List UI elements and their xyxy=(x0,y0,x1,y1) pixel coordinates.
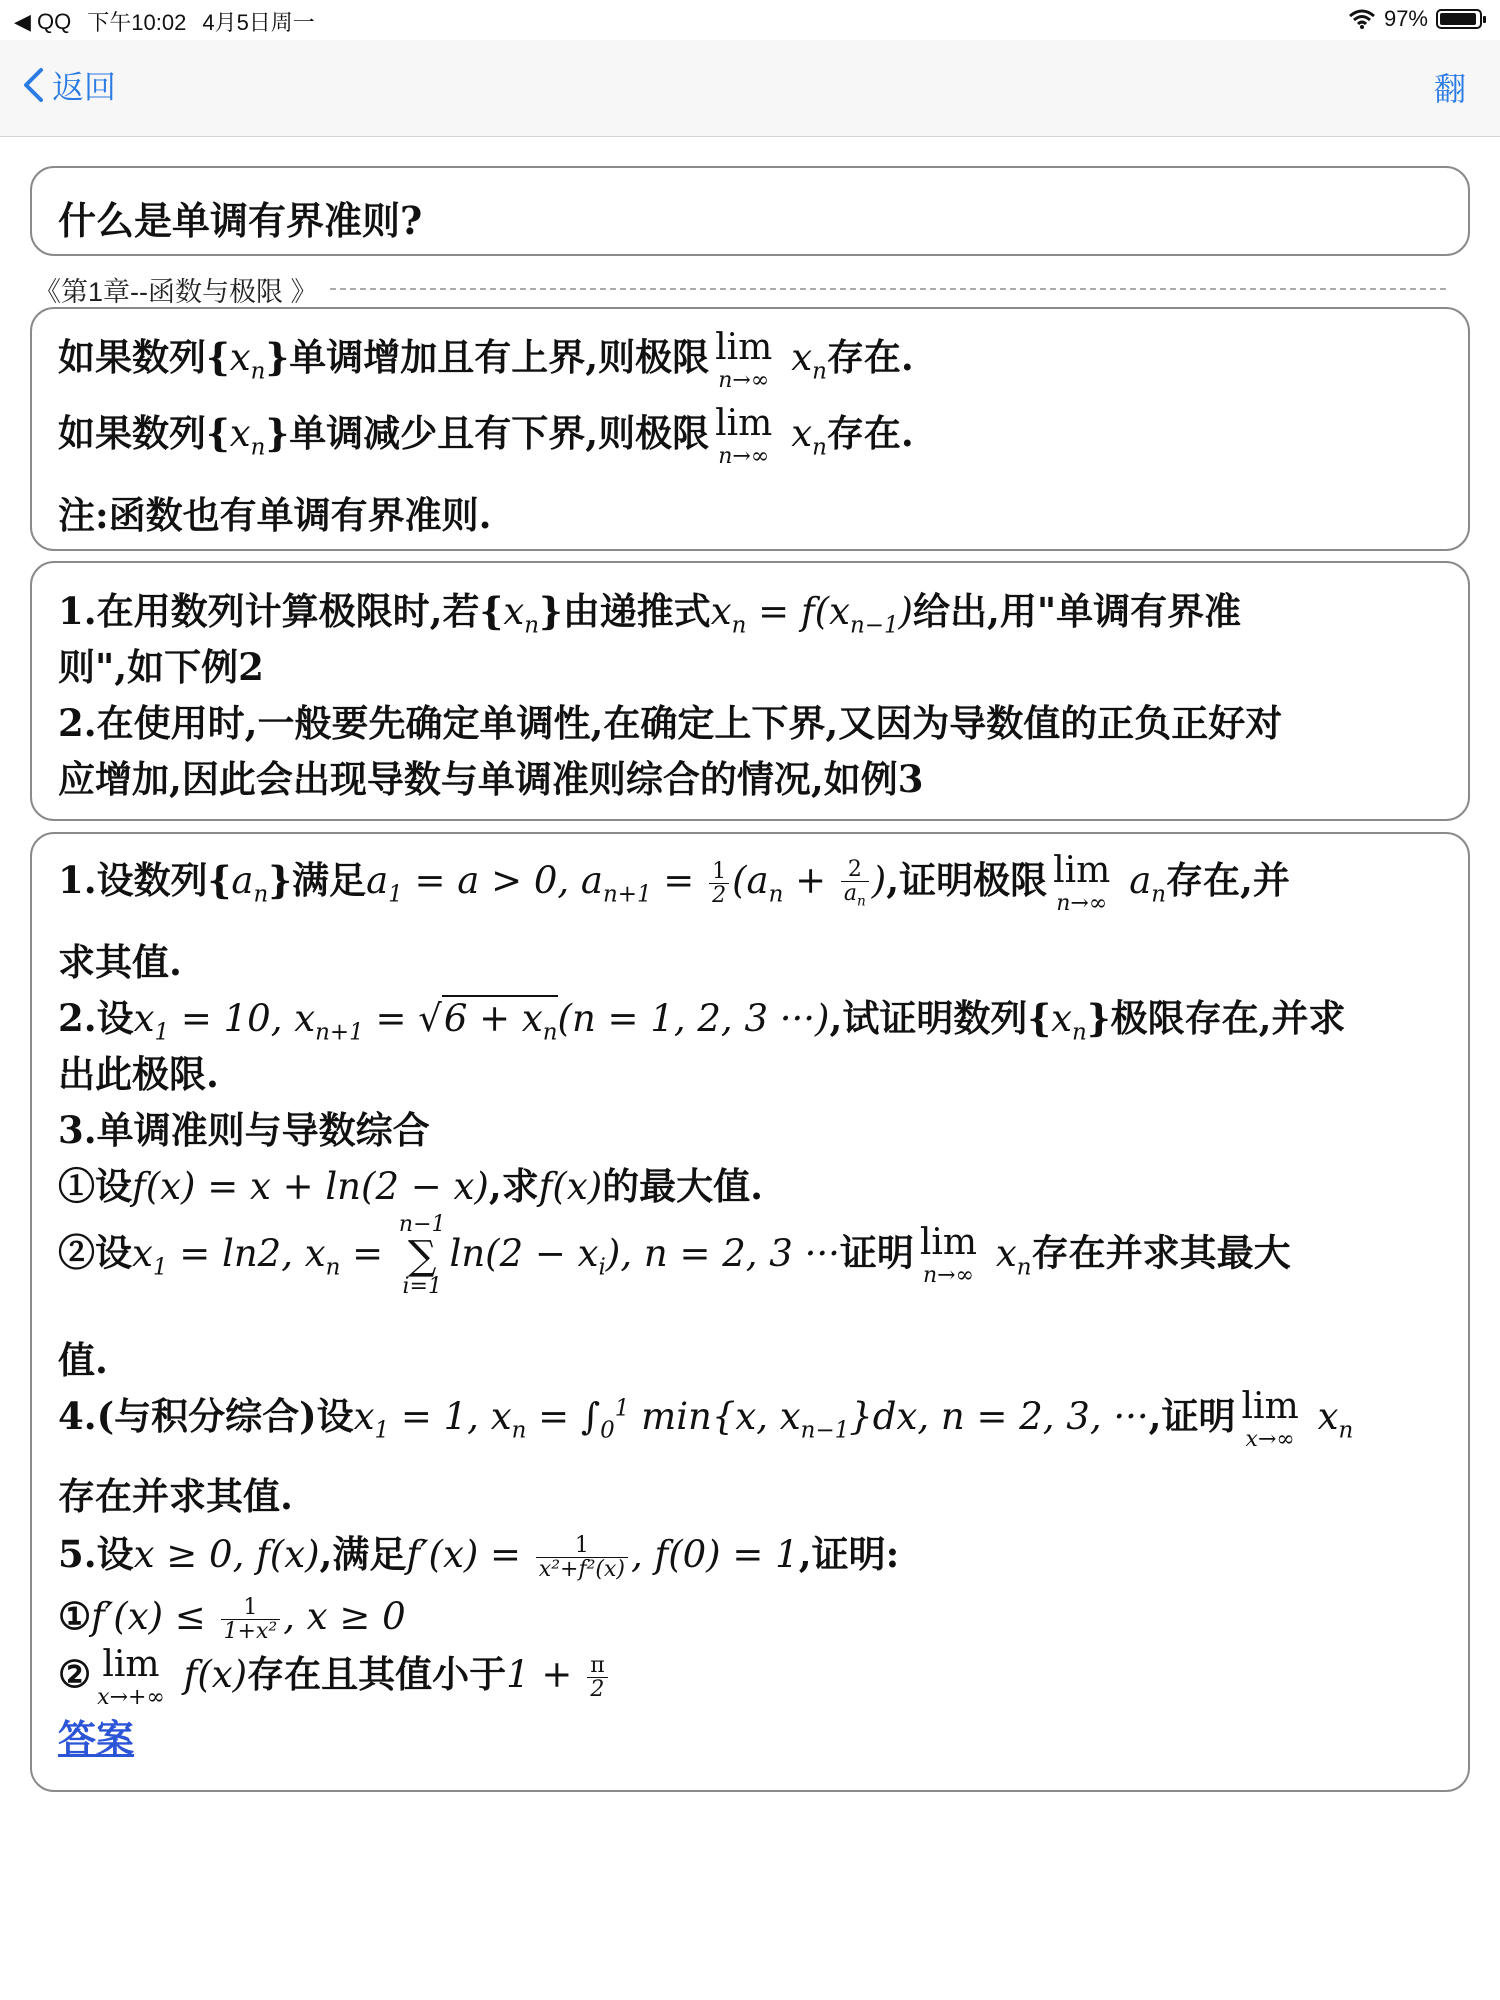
example-4-line-1: 4.(与积分综合)设$x_1 = 1$, $x_n = \int_0^1$ min{x, $x_{n-1}\}dx$, n = 2, 3, ···,证明 lim x→∞ $x_n$ xyxy=(58,1385,1354,1452)
lim-symbol: lim x→+∞ xyxy=(97,1643,165,1710)
wifi-icon xyxy=(1348,8,1376,30)
answer-note: 注:函数也有单调有界准则. xyxy=(58,493,492,537)
lim-symbol: lim x→∞ xyxy=(1241,1385,1299,1452)
lim-symbol: lim n→∞ xyxy=(1053,849,1111,916)
example-3-part-2-cont: 值. xyxy=(58,1338,108,1382)
answer-line-1: 如果数列$\{x_n\}$单调增加且有上界,则极限 lim n→∞ $x_n$存在. xyxy=(58,326,914,393)
example-2-line-2: 出此极限. xyxy=(58,1052,219,1096)
answer-link[interactable]: 答案 xyxy=(58,1716,135,1761)
lim-symbol: lim n→∞ xyxy=(715,402,773,469)
example-5-part-2: ② lim x→+∞ f(x)存在且其值小于1 + $\frac{\pi}{2}$ xyxy=(58,1644,611,1709)
chapter-text: 《第1章--函数与极限 》 xyxy=(34,276,318,307)
tips-card[interactable] xyxy=(30,561,1470,821)
chapter-divider xyxy=(330,288,1447,290)
question-title: 什么是单调有界准则? xyxy=(58,198,423,243)
example-1-line-1: 1.设数列$\{a_n\}$满足$a_1 = a > 0$, $a_{n+1}$ = $\frac{1}{2}$ ($a_n$ + $\frac{2}{a_n}$ ),证明极限 lim n→∞ $a_n$存在,并 xyxy=(58,849,1290,916)
chevron-left-icon xyxy=(22,67,44,103)
tip-2-line-2: 应增加,因此会出现导数与单调准则综合的情况,如例3 xyxy=(58,757,924,801)
status-time: 下午10:02 xyxy=(87,10,187,35)
status-bar xyxy=(0,0,1500,40)
battery-icon xyxy=(1436,9,1482,29)
example-5-part-1: ①f′(x) ≤ $\frac{1}{\text{1+x²}}$ , x ≥ 0 xyxy=(58,1594,406,1644)
answer-line-2: 如果数列$\{x_n\}$单调减少且有下界,则极限 lim n→∞ $x_n$存在. xyxy=(58,402,914,469)
back-button[interactable] xyxy=(22,62,116,108)
example-3-part-1: ①设f(x) = x + ln(2 − x),求f(x)的最大值. xyxy=(58,1164,764,1208)
tip-2-line-1: 2.在使用时,一般要先确定单调性,在确定上下界,又因为导数值的正负正好对 xyxy=(58,701,1283,745)
navigation-bar xyxy=(0,40,1500,137)
chapter-label xyxy=(34,270,1446,308)
example-2-line-1: 2.设$x_1 = 10$, $x_{n+1} = √6 + x_n(n = 1$, 2, 3 ···),试证明数列$\{x_n\}$极限存在,并求 xyxy=(58,996,1346,1046)
example-4-line-2: 存在并求其值. xyxy=(58,1474,293,1518)
back-label: 返回 xyxy=(52,69,117,105)
status-date: 4月5日周一 xyxy=(202,10,315,35)
example-3-title: 3.单调准则与导数综合 xyxy=(58,1108,430,1152)
examples-card[interactable] xyxy=(30,832,1470,1792)
translate-button[interactable]: 翻 xyxy=(1433,71,1466,107)
lim-symbol: lim n→∞ xyxy=(715,326,773,393)
lim-symbol: lim n→∞ xyxy=(919,1222,978,1288)
tip-1-line-2: 则",如下例2 xyxy=(58,645,264,689)
example-5-line-1: 5.设x ≥ 0, f(x),满足f′(x) = $\frac{1}{\text{x²+f²(x)}}$ , f(0) = 1,证明: xyxy=(58,1532,900,1582)
tip-1-line-1: 1.在用数列计算极限时,若$\{x_n\}$由递推式$x_n = f(x_{n-1})$给出,用"单调有界准 xyxy=(58,589,1242,639)
example-1-line-2: 求其值. xyxy=(58,940,182,984)
question-card[interactable] xyxy=(30,166,1470,256)
battery-percent: 97% xyxy=(1383,6,1428,31)
back-to-app[interactable]: ◀ QQ xyxy=(14,8,72,34)
sum-symbol: n−1 ∑ i=1 xyxy=(398,1212,446,1299)
example-3-part-2: ②设$x_1 = \ln 2$, $x_n$ = n−1 ∑ i=1 $\ln(2 - x_i)$, n = 2, 3 ···证明 lim n→∞ $x_n$存在并求其最大 xyxy=(58,1212,1291,1299)
answer-card[interactable] xyxy=(30,307,1470,551)
